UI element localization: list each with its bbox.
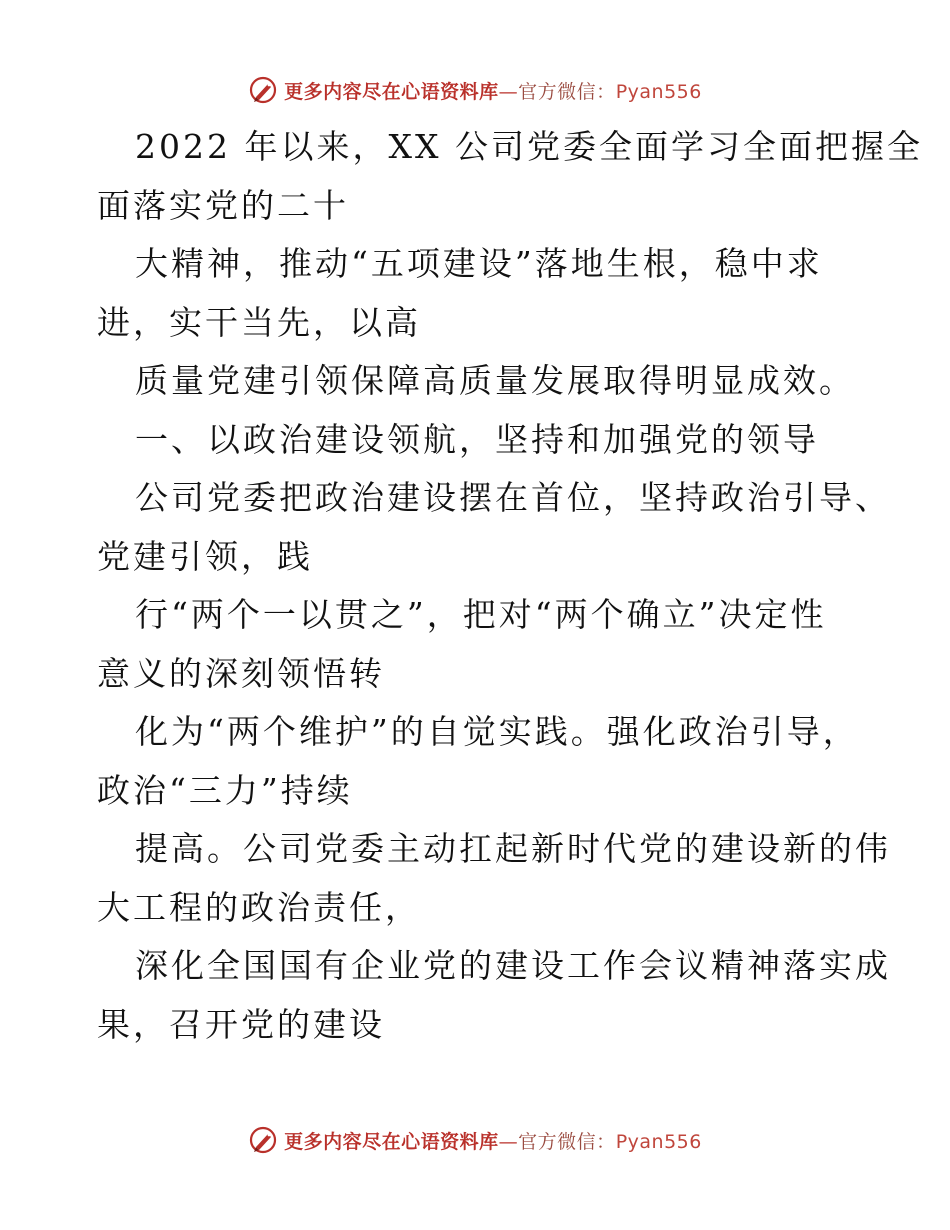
section-heading-1: 一、以政治建设领航，坚持和加强党的领导 [135,419,819,459]
text-line-5: 质量党建引领保障高质量发展取得明显成效。 [135,361,855,400]
header-watermark-banner [0,70,950,110]
header-dash: — [498,80,519,103]
text-line-8: 党建引领，践 [97,536,313,576]
pen-logo-icon [248,75,278,105]
text-line-12: 政治“三力”持续 [97,770,353,810]
text-line-11: 化为“两个维护”的自觉实践。强化政治引导， [135,712,859,751]
header-handle: Pyan556 [615,80,702,103]
text-line-9: 行“两个一以贯之”，把对“两个确立”决定性 [135,595,827,634]
text-line-16: 果，召开党的建设 [97,1004,385,1044]
header-brand: 更多内容尽在心语资料库 [284,80,499,103]
text-line-14: 大工程的政治责任， [97,887,421,927]
text-line-3: 大精神，推动“五项建设”落地生根，稳中求 [135,244,823,283]
text-line-1: 2022 年以来，XX 公司党委全面学习全面把握全 [135,127,923,166]
header-watermark-text [284,77,702,104]
text-line-13: 提高。公司党委主动扛起新时代党的建设新的伟 [135,829,891,868]
text-line-10: 意义的深刻领悟转 [97,653,385,693]
footer-brand: 更多内容尽在心语资料库 [284,1130,499,1153]
text-line-2: 面落实党的二十 [97,185,349,225]
footer-watermark-text [284,1127,702,1154]
text-line-4: 进，实干当先，以高 [97,302,421,342]
footer-handle: Pyan556 [615,1130,702,1153]
footer-label: 官方微信： [518,1130,616,1153]
text-line-15: 深化全国国有企业党的建设工作会议精神落实成 [135,946,891,985]
document-body [97,118,923,1054]
footer-watermark-banner [0,1120,950,1160]
footer-dash: — [498,1130,519,1153]
text-line-7: 公司党委把政治建设摆在首位，坚持政治引导、 [135,478,891,517]
pen-logo-icon [248,1125,278,1155]
header-label: 官方微信： [518,80,616,103]
